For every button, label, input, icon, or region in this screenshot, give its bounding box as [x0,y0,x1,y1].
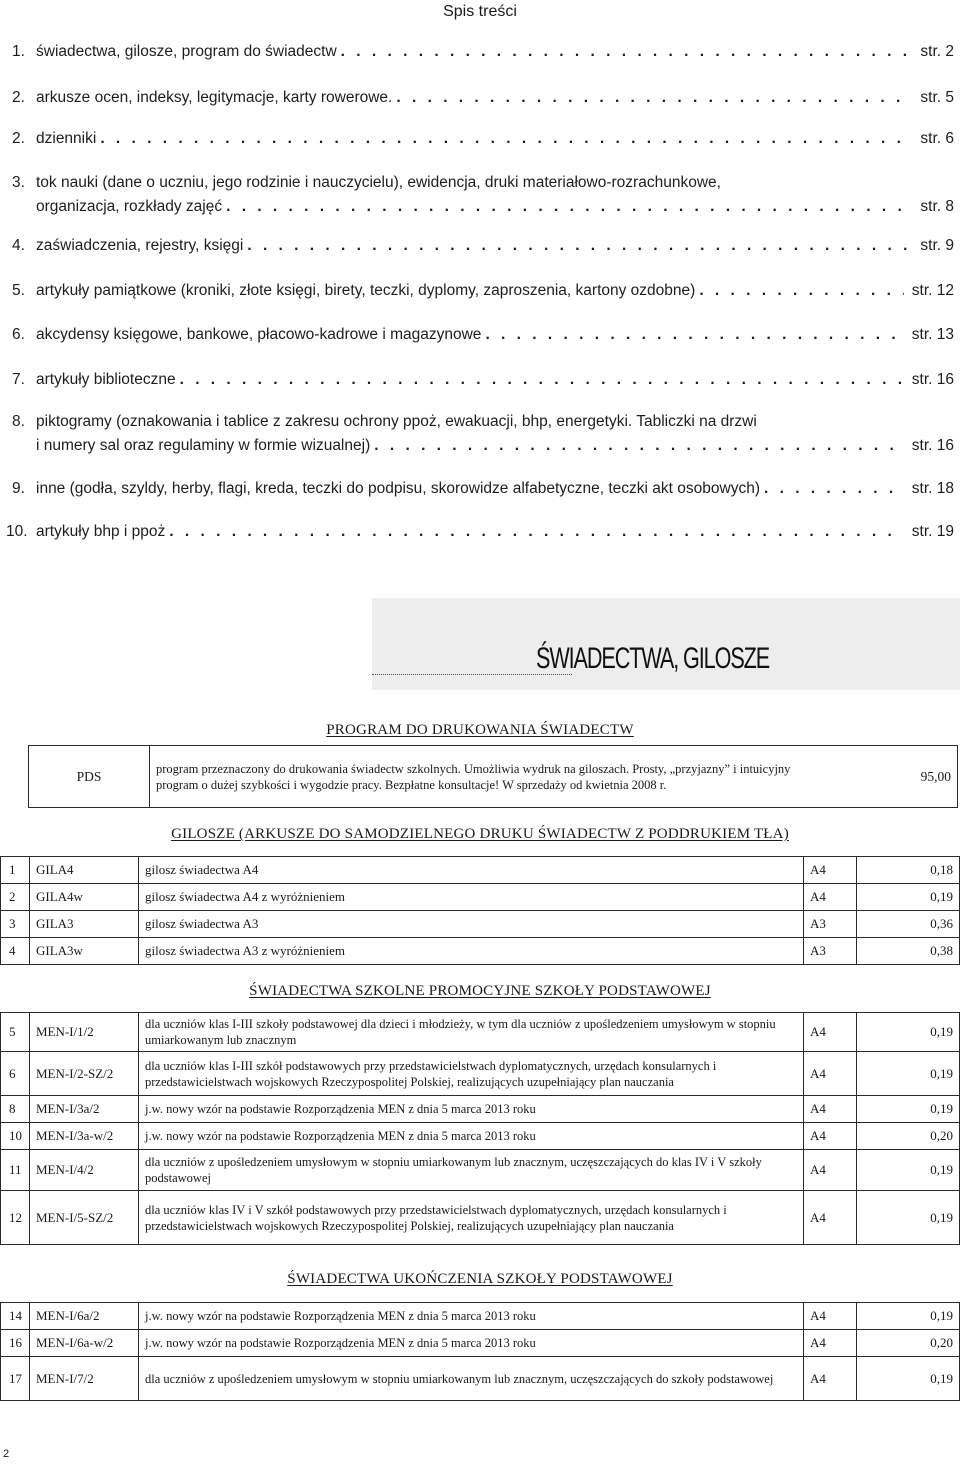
toc-dot-leader [396,86,912,110]
product-format: A4 [804,1357,857,1401]
gilosze-table [0,856,960,965]
toc-entry[interactable] [6,520,954,544]
toc-entry-page: str. 16 [911,437,954,454]
toc-entry[interactable] [12,279,954,303]
row-number: 11 [1,1150,30,1191]
product-description: j.w. nowy wzór na podstawie Rozporządzenia MEN z dnia 5 marca 2013 roku [139,1096,804,1123]
toc-dot-leader [247,234,912,258]
toc-dot-leader [100,127,912,151]
product-code: MEN-I/2-SZ/2 [30,1052,139,1096]
row-number: 17 [1,1357,30,1401]
product-format: A4 [804,1052,857,1096]
toc-entry-number: 3. [12,174,25,191]
toc-dot-leader [485,323,903,347]
product-code: GILA4w [30,884,139,911]
product-format: A4 [804,1330,857,1357]
toc-dot-leader [699,279,903,303]
program-table [28,745,958,808]
table-row[interactable] [1,1096,960,1123]
toc-entry-label: świadectwa, gilosze, program do świadectw [36,43,337,60]
row-number: 8 [1,1096,30,1123]
toc-entry[interactable] [12,171,954,219]
product-price: 0,19 [857,1191,960,1245]
toc-dot-leader [764,477,904,501]
toc-entry-label-continued: i numery sal oraz regulaminy w formie wizualnej) [36,437,371,454]
product-description: j.w. nowy wzór na podstawie Rozporządzenia MEN z dnia 5 marca 2013 roku [139,1330,804,1357]
product-code: MEN-I/6a-w/2 [30,1330,139,1357]
table-row[interactable] [1,1052,960,1096]
product-price: 0,20 [857,1330,960,1357]
toc-entry-page: str. 2 [920,43,954,60]
product-format: A4 [804,1303,857,1330]
product-code: GILA3w [30,938,139,965]
promocyjne-heading: ŚWIADECTWA SZKOLNE PROMOCYJNE SZKOŁY PODSTAWOWEJ [249,983,711,999]
toc-dot-leader [169,520,904,544]
product-format: A4 [804,1123,857,1150]
toc-entry[interactable] [12,323,954,347]
toc-entry-label: akcydensy księgowe, bankowe, płacowo-kadrowe i magazynowe [36,326,482,343]
toc-entry-label: artykuły biblioteczne [36,371,176,388]
product-code: MEN-I/3a-w/2 [30,1123,139,1150]
product-format: A4 [804,1013,857,1052]
toc-entry-page: str. 16 [911,371,954,388]
product-format: A4 [804,884,857,911]
product-description: gilosz świadectwa A4 [139,857,804,884]
product-price: 0,19 [857,1096,960,1123]
product-format: A3 [804,938,857,965]
table-row[interactable] [1,884,960,911]
toc-entry-number: 7. [12,371,25,388]
table-row[interactable] [1,1013,960,1052]
program-heading: PROGRAM DO DRUKOWANIA ŚWIADECTW [326,722,634,738]
toc-title: Spis treści [443,3,517,20]
toc-entry[interactable] [12,368,954,392]
toc-entry-number: 2. [12,89,25,106]
product-description: dla uczniów z upośledzeniem umysłowym w stopniu umiarkowanym lub znacznym, uczęszczających do szkoły podstawowej [139,1357,804,1401]
product-description: gilosz świadectwa A4 z wyróżnieniem [139,884,804,911]
table-row[interactable] [1,911,960,938]
product-format: A4 [804,1150,857,1191]
product-price: 0,19 [857,1303,960,1330]
product-price: 0,19 [857,884,960,911]
row-number: 5 [1,1013,30,1052]
product-price: 0,38 [857,938,960,965]
toc-entry-label: tok nauki (dane o uczniu, jego rodzinie i nauczycielu), ewidencja, druki materiałowo-rozrachunkowe, [36,174,721,191]
toc-entry-number: 6. [12,326,25,343]
toc-entry-page: str. 18 [911,480,954,497]
toc-entry[interactable] [12,234,954,258]
product-code: MEN-I/3a/2 [30,1096,139,1123]
toc-entry-label: artykuły bhp i ppoż [36,523,166,540]
product-price: 0,19 [857,1013,960,1052]
table-row[interactable] [1,857,960,884]
product-description: dla uczniów klas I-III szkoły podstawowej dla dzieci i młodzieży, w tym dla uczniów z upośledzeniem umysłowym w stopniu umiarkowanym lub znacznym [139,1013,804,1052]
toc-entry-number: 1. [12,43,25,60]
toc-entry[interactable] [12,127,954,151]
product-price: 0,36 [857,911,960,938]
toc-entry[interactable] [12,40,954,64]
table-row[interactable] [1,1191,960,1245]
toc-entry-page: str. 13 [911,326,954,343]
section-banner [372,598,960,690]
product-price: 95,00 [825,746,958,808]
toc-entry-label-continued: organizacja, rozkłady zajęć [36,198,223,215]
product-code: PDS [29,746,150,808]
product-format: A4 [804,1096,857,1123]
product-format: A4 [804,857,857,884]
toc-entry-label: arkusze ocen, indeksy, legitymacje, karty rowerowe. [36,89,393,106]
toc-dot-leader [180,368,904,392]
product-price: 0,19 [857,1357,960,1401]
toc-entry-number: 4. [12,237,25,254]
product-format: A4 [804,1191,857,1245]
product-description: program przeznaczony do drukowania świadectw szkolnych. Umożliwia wydruk na giloszach. Prosty, „przyjazny” i intuicyjny program o dużej szybkości i wygodzie pracy. Bezpłatne konsultacje! W sprzedaży od kwietnia 2008 r. [150,746,826,808]
product-price: 0,19 [857,1052,960,1096]
product-price: 0,20 [857,1123,960,1150]
table-row[interactable] [1,1123,960,1150]
toc-dot-leader [341,40,913,64]
toc-dot-leader [374,434,904,458]
product-code: GILA4 [30,857,139,884]
table-row[interactable] [1,938,960,965]
row-number: 1 [1,857,30,884]
page-number: 2 [3,1448,10,1460]
product-description: dla uczniów z upośledzeniem umysłowym w stopniu umiarkowanym lub znacznym, uczęszczających do klas IV i V szkoły podstawowej [139,1150,804,1191]
gilosze-heading: GILOSZE (ARKUSZE DO SAMODZIELNEGO DRUKU ŚWIADECTW Z PODDRUKIEM TŁA) [171,826,789,842]
toc-entry-page: str. 19 [911,523,954,540]
row-number: 12 [1,1191,30,1245]
toc-entry[interactable] [12,86,954,110]
row-number: 3 [1,911,30,938]
toc-entry-page: str. 6 [920,130,954,147]
toc-entry-label: dzienniki [36,130,97,147]
product-description: gilosz świadectwa A3 z wyróżnieniem [139,938,804,965]
row-number: 16 [1,1330,30,1357]
product-format: A3 [804,911,857,938]
product-description: gilosz świadectwa A3 [139,911,804,938]
toc-entry-number: 10. [6,523,28,540]
promocyjne-table [0,1012,960,1245]
toc-entry[interactable] [12,477,954,501]
product-code: MEN-I/4/2 [30,1150,139,1191]
toc-entry-label: inne (godła, szyldy, herby, flagi, kreda, teczki do podpisu, skorowidze alfabetyczne, teczki akt osobowych) [36,480,760,497]
section-title: ŚWIADECTWA, GILOSZE [536,642,770,675]
toc-entry[interactable] [12,410,954,458]
row-number: 14 [1,1303,30,1330]
product-code: MEN-I/6a/2 [30,1303,139,1330]
toc-dot-leader [226,195,912,219]
table-row[interactable] [1,1330,960,1357]
product-description: dla uczniów klas IV i V szkół podstawowych przy przedstawicielstwach dyplomatycznych, urzędach konsularnych i przedstawicielstwach wojskowych Rzeczypospolitej Polskiej, realizujących uzupełniający plan nauczania [139,1191,804,1245]
product-code: MEN-I/5-SZ/2 [30,1191,139,1245]
toc-entry-label: piktogramy (oznakowania i tablice z zakresu ochrony ppoż, ewakuacji, bhp, energetyki. Tabliczki na drzwi [36,413,757,430]
toc-entry-label: zaświadczenia, rejestry, księgi [36,237,244,254]
ukonczenia-table [0,1302,960,1401]
table-row[interactable] [1,1150,960,1191]
row-number: 2 [1,884,30,911]
toc-entry-page: str. 8 [920,198,954,215]
product-description: dla uczniów klas I-III szkół podstawowych przy przedstawicielstwach dyplomatycznych, urzędach konsularnych i przedstawicielstwach wojskowych Rzeczypospolitej Polskiej, realizujących uzupełniający plan nauczania [139,1052,804,1096]
product-code: MEN-I/7/2 [30,1357,139,1401]
product-description: j.w. nowy wzór na podstawie Rozporządzenia MEN z dnia 5 marca 2013 roku [139,1303,804,1330]
product-code: GILA3 [30,911,139,938]
toc-entry-number: 8. [12,413,25,430]
product-code: MEN-I/1/2 [30,1013,139,1052]
toc-entry-number: 5. [12,282,25,299]
product-price: 0,19 [857,1150,960,1191]
toc-entry-page: str. 12 [911,282,954,299]
table-row[interactable] [1,1303,960,1330]
table-row [29,746,958,808]
ukonczenia-heading: ŚWIADECTWA UKOŃCZENIA SZKOŁY PODSTAWOWEJ [287,1271,673,1287]
toc-entry-number: 2. [12,130,25,147]
table-row[interactable] [1,1357,960,1401]
row-number: 10 [1,1123,30,1150]
toc-entry-label: artykuły pamiątkowe (kroniki, złote księgi, birety, teczki, dyplomy, zaproszenia, kartony ozdobne) [36,282,696,299]
row-number: 6 [1,1052,30,1096]
product-description: j.w. nowy wzór na podstawie Rozporządzenia MEN z dnia 5 marca 2013 roku [139,1123,804,1150]
toc-entry-number: 9. [12,480,25,497]
product-price: 0,18 [857,857,960,884]
row-number: 4 [1,938,30,965]
toc-entry-page: str. 9 [920,237,954,254]
toc-entry-page: str. 5 [920,89,954,106]
